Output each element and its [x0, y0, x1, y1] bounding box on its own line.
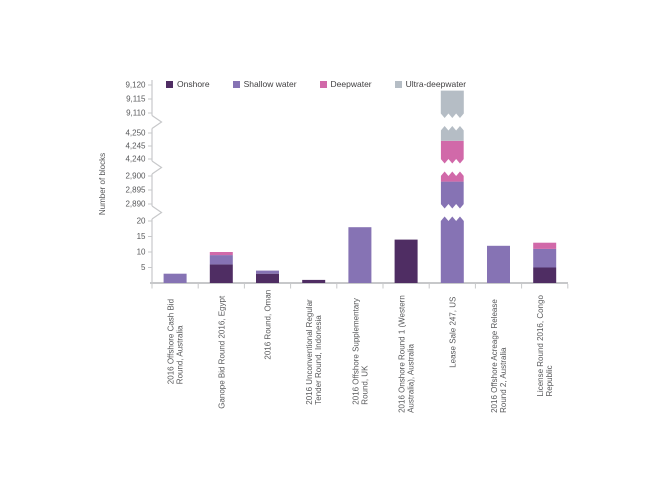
bar-segment	[533, 268, 556, 284]
legend-label: Onshore	[177, 79, 210, 89]
legend-item	[395, 79, 466, 89]
bar-segment	[441, 91, 464, 118]
bar-3	[256, 271, 279, 283]
legend-item	[320, 79, 372, 89]
x-axis-label: Republic	[545, 365, 555, 397]
legend-swatch-icon	[320, 81, 327, 88]
x-axis-label: 2016 Offshore Cash Bid	[166, 298, 176, 385]
x-axis-label: 2016 Onshore Round 1 (Western	[397, 295, 407, 413]
y-axis-break-mark	[152, 206, 162, 219]
legend-label: Shallow water	[243, 79, 297, 89]
y-tick-label: 2,890	[125, 199, 146, 209]
y-axis-title: Number of blocks	[98, 152, 107, 216]
x-axis-label: 2016 Unconventional Regular	[305, 299, 315, 405]
y-tick-label: 9,115	[126, 94, 146, 104]
y-tick-label: 4,240	[125, 154, 146, 164]
y-axis-break-mark	[152, 161, 162, 174]
bar-segment	[302, 280, 325, 283]
bar-segment	[256, 271, 279, 274]
bar-segment	[210, 255, 233, 264]
y-tick-label: 2,895	[125, 185, 146, 195]
legend-label: Deepwater	[330, 79, 372, 89]
bar-segment	[256, 274, 279, 283]
x-axis-label: 2016 Offshore Acreage Release	[490, 299, 499, 413]
bar-segment	[164, 274, 187, 283]
bar-segment	[348, 227, 371, 283]
bar-1	[164, 274, 187, 283]
chart-legend	[166, 79, 466, 89]
x-axis-label: Australia), Australia	[406, 343, 416, 413]
x-axis-label: Lease Sale 247, US	[448, 296, 458, 368]
bar-segment	[395, 240, 418, 283]
bar-segment	[533, 249, 556, 268]
x-axis-label: 2016 Round, Oman	[263, 289, 273, 360]
y-axis-break-mark	[152, 116, 162, 129]
y-tick-label: 9,120	[125, 80, 146, 90]
bar-segment	[533, 243, 556, 249]
bar-segment	[441, 217, 464, 284]
legend-swatch-icon	[166, 81, 173, 88]
bar-8	[487, 246, 510, 283]
bar-segment	[441, 121, 464, 141]
bar-7	[441, 91, 464, 283]
y-tick-label: 5	[141, 263, 146, 273]
y-tick-label: 20	[136, 216, 146, 226]
bar-6	[395, 240, 418, 283]
bar-segment	[210, 252, 233, 255]
y-tick-label: 10	[136, 247, 146, 257]
bar-segment	[441, 141, 464, 169]
bar-4	[302, 280, 325, 283]
bar-5	[348, 227, 371, 283]
bar-2	[210, 252, 233, 283]
x-axis-label: Round, Australia	[175, 325, 185, 385]
x-axis-label: Ganope Bid Round 2016, Egypt	[217, 295, 227, 409]
y-tick-label: 4,245	[125, 141, 146, 151]
legend-item	[166, 79, 210, 89]
bar-segment	[441, 167, 464, 182]
bar-segment	[487, 246, 510, 283]
y-tick-label: 2,900	[125, 171, 146, 181]
y-tick-label: 15	[136, 232, 146, 242]
x-axis-label: Tender Round, Indonesia	[314, 315, 324, 405]
legend-swatch-icon	[233, 81, 240, 88]
bar-segment	[441, 182, 464, 214]
legend-label: Ultra-deepwater	[405, 79, 467, 89]
x-axis-label: Round 2, Australia	[499, 347, 508, 413]
bar-9	[533, 243, 556, 283]
legend-item	[233, 79, 297, 89]
legend-swatch-icon	[395, 81, 402, 88]
bar-segment	[210, 264, 233, 283]
y-tick-label: 4,250	[125, 128, 146, 138]
x-axis-label: Round, UK	[360, 365, 370, 405]
x-axis-label: 2016 Offshore Supplementary	[351, 298, 361, 405]
y-tick-label: 9,110	[126, 108, 146, 118]
x-axis-label: License Round 2016, Congo	[536, 295, 546, 397]
